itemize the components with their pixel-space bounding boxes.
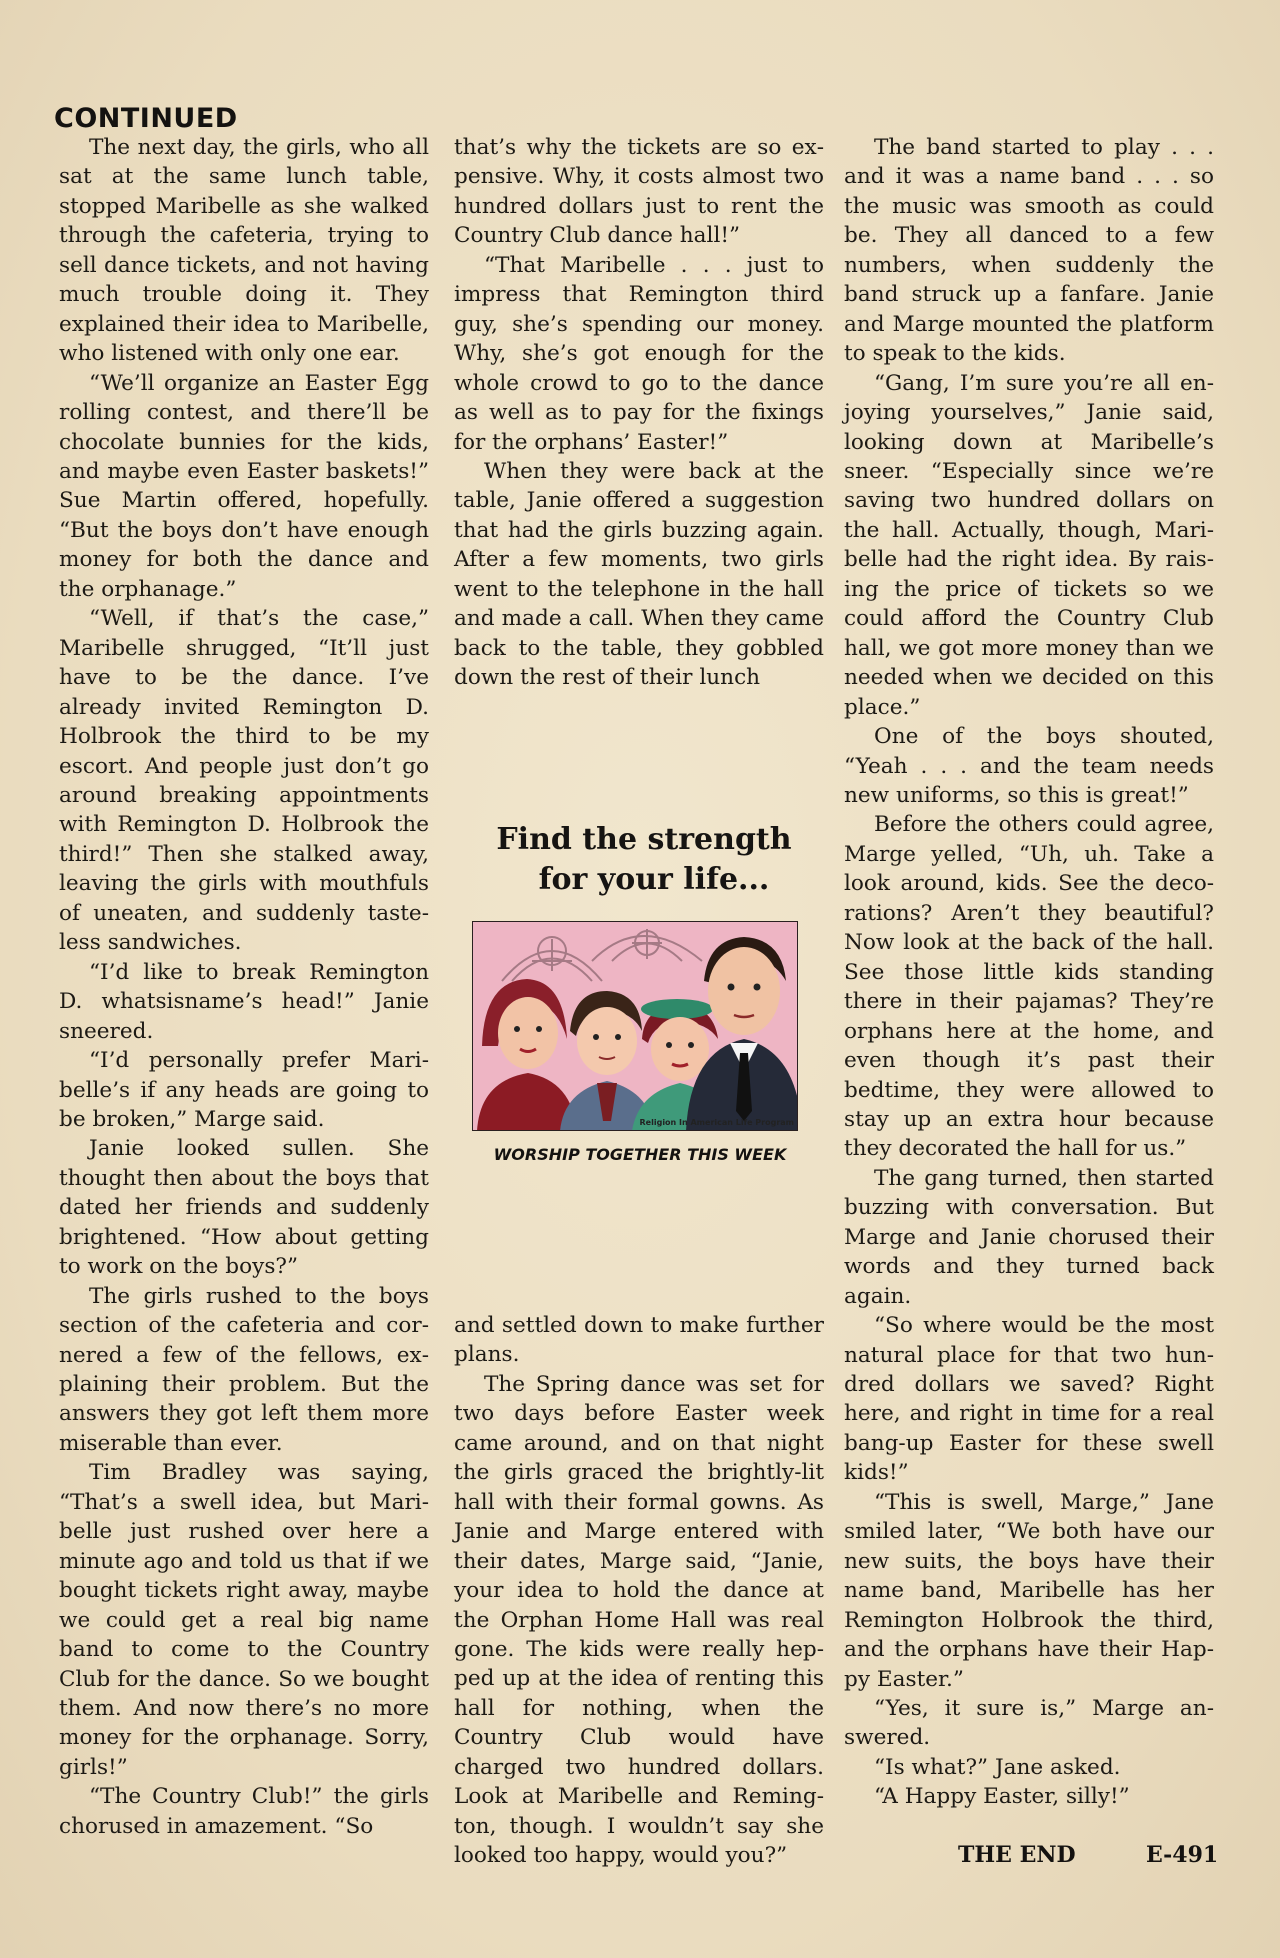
paragraph: Before the others could agree, Marge yelled, “Uh, uh. Take a look around, kids. See the decorations? Aren’t they beautiful? Now look at the back of the hall. See those little kids standing there in their pajamas? They’re orphans here at the home, and even though it’s past their bedtime, they were allowed to stay up an extra hour because they decorated the hall for us.”: [844, 812, 1214, 1162]
ad-headline-line-1: Find the strength: [496, 822, 792, 857]
paragraph: “This is swell, Marge,” Jane smiled later, “We both have our new suits, the boys have their name band, Maribelle has her Remington Holbrook the third, and the orphans have their Happy Easter.”: [844, 1489, 1214, 1692]
paragraph: “We’ll organize an Easter Egg rolling contest, and there’ll be chocolate bunnies for the kids, and maybe even Easter baskets!” Sue Martin offered, hopefully. “But the boys don’t have enough money for both the dance and the orphanage.”: [59, 370, 429, 602]
paragraph: One of the boys shouted, “Yeah . . . and the team needs new uniforms, so this is great!”: [844, 724, 1214, 808]
ad-headline-line-2: for your life...: [538, 862, 770, 897]
paragraph: The gang turned, then started buzzing with conversation. But Marge and Janie chorused their words and they turned back again.: [844, 1165, 1214, 1309]
paragraph: “Gang, I’m sure you’re all enjoying yourselves,” Janie said, looking down at Maribelle’s sneer. “Especially since we’re saving two hundred dollars on the hall. Actually, though, Maribelle had the right idea. By raising the price of tickets so we could afford the Country Club hall, we got more money than we needed when we decided on this place.”: [844, 370, 1214, 720]
paragraph: “I’d like to break Remington D. whatsisname’s head!” Janie sneered.: [59, 959, 429, 1044]
ad-headline: [484, 820, 804, 900]
the-end-label: THE END: [958, 1842, 1076, 1868]
story-column-2-top: [454, 133, 824, 693]
paragraph: Janie looked sullen. She thought then about the boys that dated her friends and suddenly brightened. “How about getting to work on the boys?”: [59, 1136, 429, 1280]
story-code: E-491: [1146, 1842, 1219, 1868]
paragraph: “So where would be the most natural place for that two hundred dollars we saved? Right here, and right in time for a real bang-up Easter for these swell kids!”: [844, 1313, 1214, 1486]
paragraph: that’s why the tickets are so expensive. Why, it costs almost two hundred dollars just to rent the Country Club dance hall!”: [454, 135, 824, 249]
paragraph: “Yes, it sure is,” Marge answered.: [844, 1696, 1214, 1751]
worship-advertisement: [470, 815, 808, 1175]
paragraph: “A Happy Easter, silly!”: [874, 1784, 1130, 1810]
family-illustration: [472, 921, 798, 1131]
paragraph: “That Maribelle . . . just to impress that Remington third guy, she’s spending our money. Why, she’s got enough for the whole crowd to go to the dance as well as to pay for the fixings for the orphans’ Easter!”: [454, 252, 824, 455]
paragraph: “The Country Club!” the girls chorused in amazement. “So: [59, 1784, 429, 1839]
paragraph: The band started to play . . . and it was a name band . . . so the music was smooth as could be. They all danced to a few numbers, when suddenly the band struck up a fanfare. Janie and Marge mounted the platform to speak to the kids.: [844, 135, 1214, 367]
family-portrait-image: [472, 921, 798, 1131]
story-column-3: [844, 133, 1214, 1812]
story-column-2-bottom: [454, 1311, 824, 1871]
paragraph: “Well, if that’s the case,” Maribelle shrugged, “It’ll just have to be the dance. I’ve already invited Remington D. Holbrook the third to be my escort. And people just don’t go around breaking appointments with Remington D. Holbrook the third!” Then she stalked away, leaving the girls with mouthfuls of uneaten, and suddenly tasteless sandwiches.: [59, 606, 429, 956]
paragraph: Tim Bradley was saying, “That’s a swell idea, but Maribelle just rushed over here a minute ago and told us that if we bought tickets right away, maybe we could get a real big name band to come to the Country Club for the dance. So we bought them. And now there’s no more money for the orphanage. Sorry, girls!”: [59, 1460, 429, 1780]
ad-tagline: WORSHIP TOGETHER THIS WEEK: [493, 1145, 787, 1164]
paragraph: The Spring dance was set for two days before Easter week came around, and on that night the girls graced the brightly-lit hall with their formal gowns. As Janie and Marge entered with their dates, Marge said, “Janie, your idea to hold the dance at the Orphan Home Hall was real gone. The kids were really hepped up at the idea of renting this hall for nothing, when the Country Club would have charged two hundred dollars. Look at Maribelle and Remington, though. I wouldn’t say she looked too happy, would you?”: [454, 1371, 824, 1869]
paragraph: The next day, the girls, who all sat at the same lunch table, stopped Maribelle as she walked through the cafeteria, trying to sell dance tickets, and not having much trouble doing it. They explained their idea to Maribelle, who listened with only one ear.: [59, 135, 429, 367]
continued-heading: CONTINUED: [54, 103, 238, 134]
paragraph: “Is what?” Jane asked.: [874, 1754, 1121, 1780]
paragraph: “I’d personally prefer Maribelle’s if any heads are going to be broken,” Marge said.: [59, 1048, 429, 1132]
story-column-1: [59, 133, 429, 1841]
paragraph: When they were back at the table, Janie offered a suggestion that had the girls buzzing again. After a few moments, two girls went to the telephone in the hall and made a call. When they came back to the table, they gobbled down the rest of their lunch: [454, 458, 824, 691]
paragraph: The girls rushed to the boys section of the cafeteria and cornered a few of the fellows, explaining their problem. But the answers they got left them more miserable than ever.: [59, 1283, 429, 1456]
ad-credit: Religion In American Life Program: [639, 1118, 794, 1127]
paragraph: and settled down to make further plans.: [454, 1313, 824, 1368]
